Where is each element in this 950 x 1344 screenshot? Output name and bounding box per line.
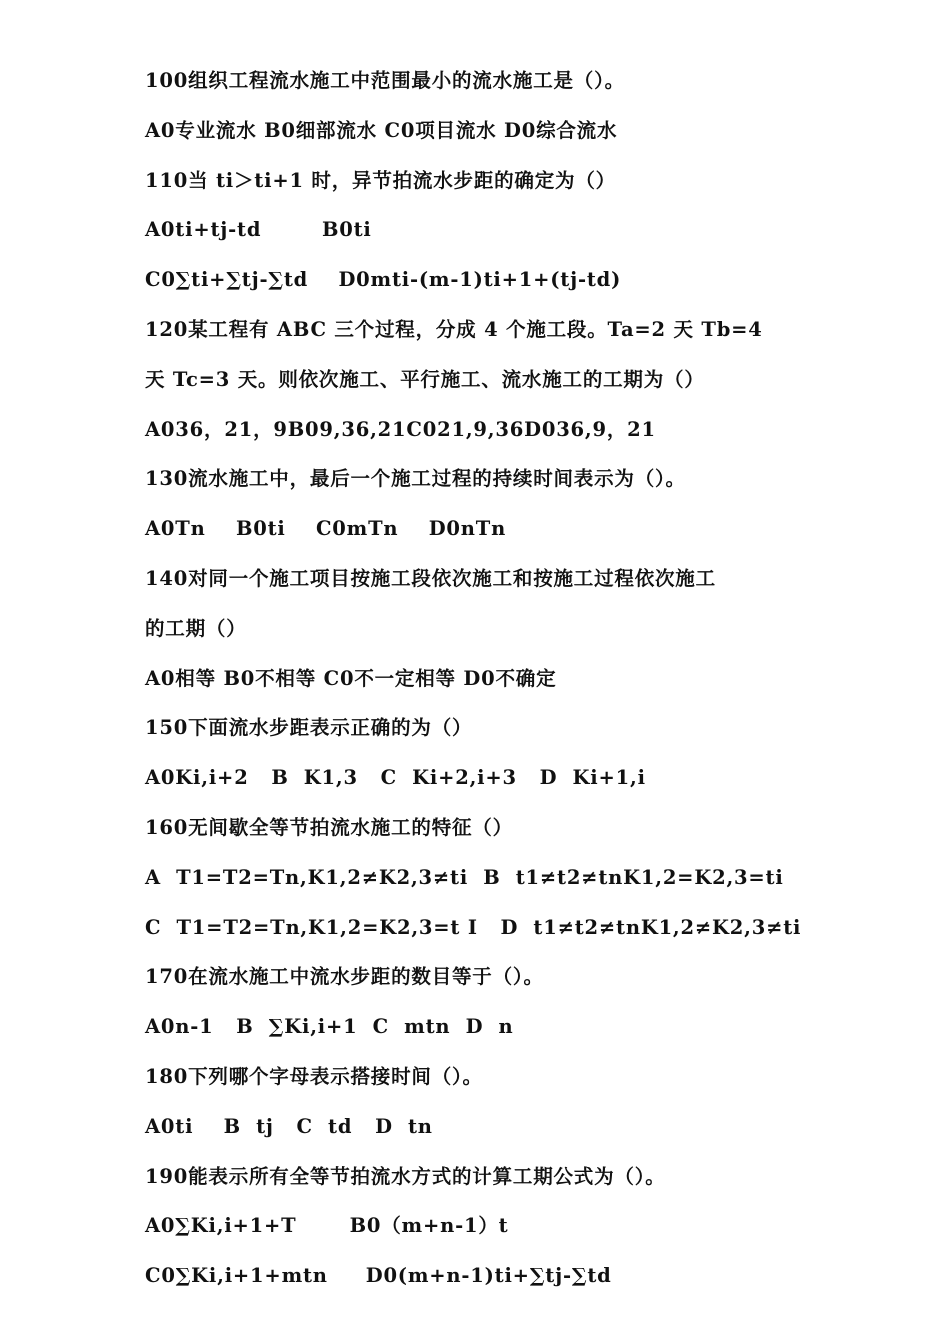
question-130-options: A0Tn B0ti C0mTn D0nTn (145, 517, 507, 541)
question-170-options: A0n-1 B ∑Ki,i+1 C mtn D n (145, 1015, 514, 1039)
question-180-stem: 180下列哪个字母表示搭接时间（）。 (145, 1064, 483, 1088)
question-140-stem-line2: 的工期（） (145, 616, 247, 640)
question-150-stem: 150下面流水步距表示正确的为（） (145, 716, 473, 740)
question-190-options-cd: C0∑Ki,i+1+mtn D0(m+n-1)ti+∑tj-∑td (145, 1264, 612, 1288)
question-180-options: A0ti B tj C td D tn (145, 1114, 433, 1138)
question-140-stem-line1: 140对同一个施工项目按施工段依次施工和按施工过程依次施工 (145, 566, 716, 590)
question-130-stem: 130流水施工中，最后一个施工过程的持续时间表示为（）。 (145, 467, 686, 491)
question-120-stem-line2: 天 Tc=3 天。则依次施工、平行施工、流水施工的工期为（） (145, 367, 705, 391)
question-100-stem: 100组织工程流水施工中范围最小的流水施工是（）。 (145, 69, 625, 92)
question-150-options: A0Ki,i+2 B K1,3 C Ki+2,i+3 D Ki+1,i (145, 766, 646, 790)
question-190-stem: 190能表示所有全等节拍流水方式的计算工期公式为（）。 (145, 1164, 666, 1188)
question-120-options: A036，21，9B09,36,21C021,9,36D036,9，21 (145, 417, 656, 441)
question-160-options-cd: C T1=T2=Tn,K1,2=K2,3=t I D t1≠t2≠tnK1,2≠K2,3≠ti (145, 915, 802, 939)
question-110-stem: 110当 ti＞ti+1 时，异节拍流水步距的确定为（） (145, 168, 616, 192)
question-160-options-ab: A T1=T2=Tn,K1,2≠K2,3≠ti B t1≠t2≠tnK1,2=K2,3=ti (145, 865, 784, 889)
question-170-stem: 170在流水施工中流水步距的数目等于（）。 (145, 965, 544, 989)
question-list (145, 56, 825, 1301)
question-160-stem: 160无间歇全等节拍流水施工的特征（） (145, 815, 513, 839)
question-100-options: A0专业流水 B0细部流水 C0项目流水 D0综合流水 (145, 118, 618, 142)
question-110-options-ab: A0ti+tj-td B0ti (145, 218, 372, 242)
question-190-options-ab: A0∑Ki,i+1+T B0（m+n-1）t (145, 1214, 509, 1238)
question-140-options: A0相等 B0不相等 C0不一定相等 D0不确定 (145, 666, 557, 690)
question-110-options-cd: C0∑ti+∑tj-∑td D0mti-(m-1)ti+1+(tj-td) (145, 268, 622, 292)
question-120-stem-line1: 120某工程有 ABC 三个过程，分成 4 个施工段。Ta=2 天 Tb=4 (145, 317, 763, 341)
